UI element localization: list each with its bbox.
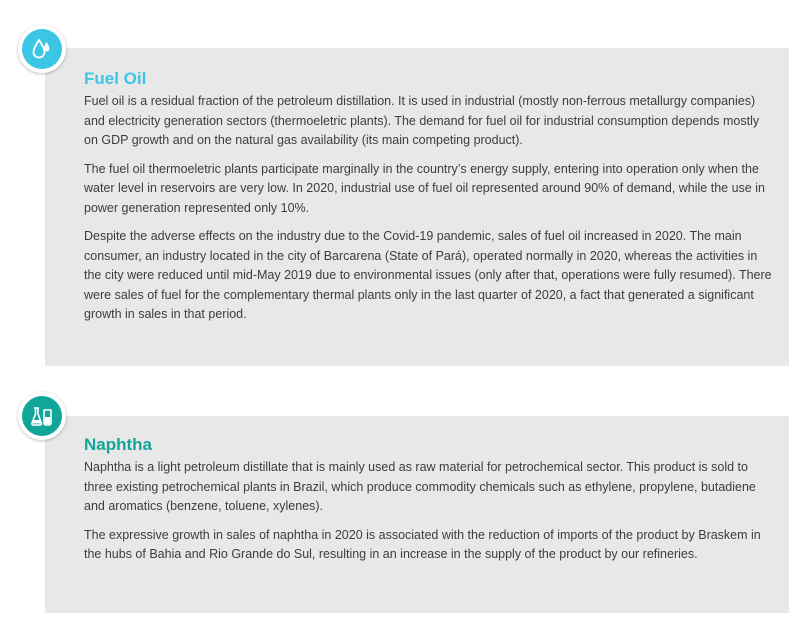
fuel-oil-icon-badge [18,25,66,73]
fuel-oil-paragraph-3: Despite the adverse effects on the industry due to the Covid-19 pandemic, sales of fuel oil increased in 2020. The main consumer, an industry located in the city of Barcarena (State of Pará), operated normally in 2020, whereas the activities in the city were reduced until mid-May 2019 due to environmental issues (only after that, operations were fully resumed). There were sales of fuel for the complementary thermal plants only in the last quarter of 2020, a fact that generated a significant growth in sales in that period. [84,229,772,321]
fuel-oil-section [84,68,774,334]
naphtha-title: Naphtha [84,435,152,454]
fuel-oil-title: Fuel Oil [84,69,147,88]
naphtha-paragraph-2: The expressive growth in sales of naphtha in 2020 is associated with the reduction of imports of the product by Braskem in the hubs of Bahia and Rio Grande do Sul, resulting in an increase in the supply of the product by our refineries. [84,527,761,561]
naphtha-section [84,434,774,574]
fuel-oil-paragraph-1: Fuel oil is a residual fraction of the petroleum distillation. It is used in industrial (mostly non-ferrous metallurgy companies) and electricity generation sectors (thermoeletric plants). The demand for fuel oil for industrial consumption depends mostly on GDP growth and on the natural gas availability (its main competing product). [84,94,760,147]
flask-icon [22,396,62,436]
water-drops-icon [22,29,62,69]
fuel-oil-paragraph-2: The fuel oil thermoeletric plants participate marginally in the country’s energy supply, entering into operation only when the water level in reservoirs are very low. In 2020, industrial use of fuel oil represented around 90% of demand, while the use in power generation represented only 10%. [84,161,765,215]
naphtha-paragraph-1: Naphtha is a light petroleum distillate that is mainly used as raw material for petrochemical sector. This product is sold to three existing petrochemical plants in Brazil, which produce commodity chemicals such as ethylene, propylene, butadiene and aromatics (benzene, toluene, xylenes). [84,460,756,513]
naphtha-icon-badge [18,392,66,440]
